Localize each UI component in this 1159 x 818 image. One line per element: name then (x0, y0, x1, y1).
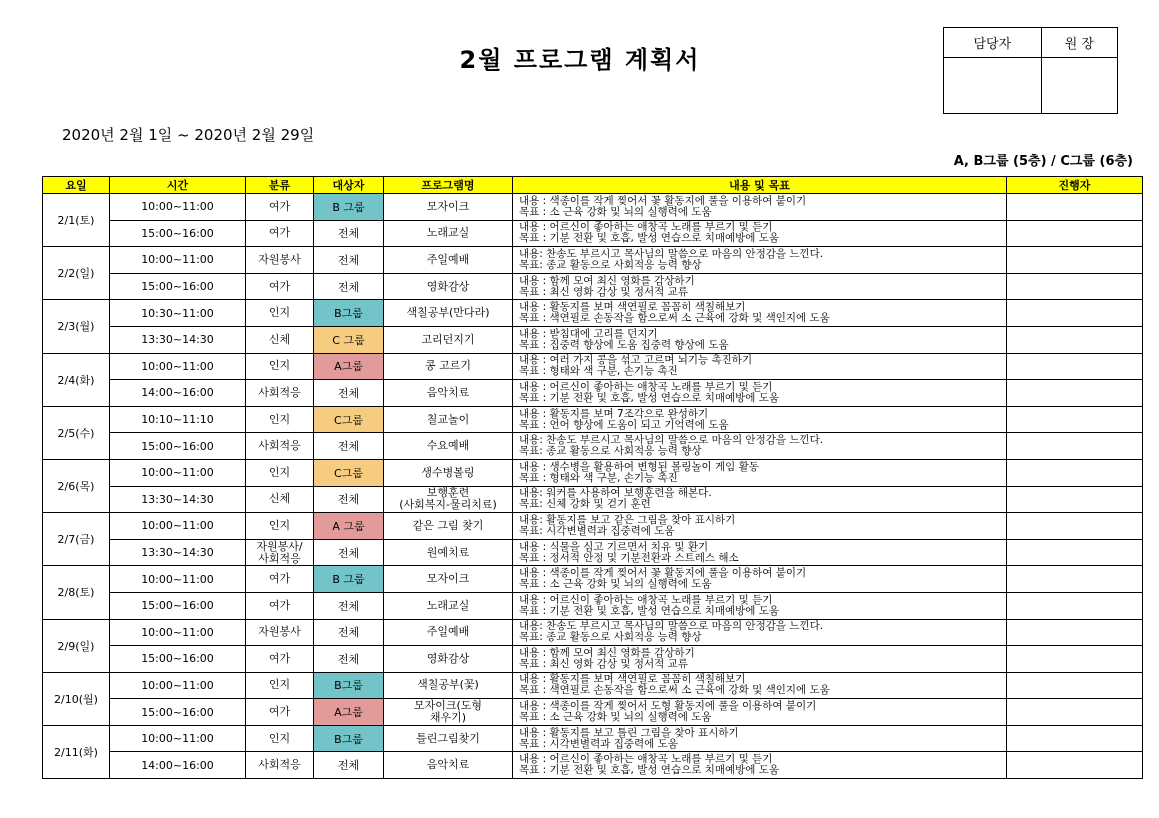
category-cell: 신체 (246, 326, 314, 353)
program-cell: 생수병볼링 (384, 459, 513, 486)
content-cell (513, 380, 1007, 407)
leader-cell (1007, 433, 1143, 460)
leader-cell (1007, 513, 1143, 540)
target-cell: 전체 (314, 380, 384, 407)
header-category: 분류 (246, 177, 314, 194)
content-line: 내용 : 식물을 심고 기르면서 치유 및 환기 (519, 540, 709, 553)
leader-cell (1007, 672, 1143, 699)
category-cell: 신체 (246, 486, 314, 513)
content-cell (513, 486, 1007, 513)
groups-note: A, B그룹 (5층) / C그룹 (6층) (953, 154, 1133, 169)
target-cell: 전체 (314, 486, 384, 513)
time-cell: 10:00~11:00 (110, 513, 246, 540)
day-cell: 2/9(일) (43, 619, 110, 672)
goal-line: 목표 : 시각변별력과 집중력에 도움 (519, 737, 678, 750)
leader-cell (1007, 353, 1143, 380)
time-cell: 15:00~16:00 (110, 699, 246, 726)
approval-director-sign (1041, 58, 1117, 114)
leader-cell (1007, 725, 1143, 752)
content-line: 내용 : 색종이를 작게 찢어서 꽃 활동지에 풀을 이용하여 붙이기 (519, 567, 807, 580)
day-cell: 2/4(화) (43, 353, 110, 406)
time-cell: 10:00~11:00 (110, 672, 246, 699)
leader-cell (1007, 699, 1143, 726)
table-row (43, 459, 1143, 486)
content-cell (513, 699, 1007, 726)
target-cell: C 그룹 (314, 326, 384, 353)
content-line: 내용: 워커를 사용하여 보행훈련을 해본다. (519, 487, 712, 500)
program-cell: 노래교실 (384, 592, 513, 619)
content-cell (513, 725, 1007, 752)
time-cell: 10:30~11:00 (110, 300, 246, 327)
table-row (43, 300, 1143, 327)
content-line: 내용 : 활동지를 보며 색연필로 꼼꼼히 색칠해보기 (519, 301, 746, 314)
goal-line: 목표: 신체 강화 및 걷기 훈련 (519, 498, 651, 511)
header-content: 내용 및 목표 (513, 177, 1007, 194)
leader-cell (1007, 300, 1143, 327)
content-cell (513, 752, 1007, 779)
day-cell: 2/7(금) (43, 513, 110, 566)
day-cell: 2/11(화) (43, 725, 110, 778)
program-cell: 영화감상 (384, 646, 513, 673)
category-cell: 사회적응 (246, 380, 314, 407)
table-row (43, 220, 1143, 247)
leader-cell (1007, 220, 1143, 247)
category-cell: 자원봉사 (246, 619, 314, 646)
program-schedule-table (42, 176, 1143, 779)
leader-cell (1007, 247, 1143, 274)
content-line: 내용 : 활동지를 보며 7조각으로 완성하기 (519, 407, 709, 420)
content-line: 내용 : 생수병을 활용하여 변형된 볼링놀이 게임 활동 (519, 460, 759, 473)
approval-director-label: 원 장 (1041, 28, 1117, 58)
table-row (43, 646, 1143, 673)
approval-manager-label: 담당자 (944, 28, 1042, 58)
table-row (43, 273, 1143, 300)
leader-cell (1007, 646, 1143, 673)
target-cell: 전체 (314, 752, 384, 779)
content-line: 내용: 찬송도 부르시고 목사님의 말씀으로 마음의 안정감을 느낀다. (519, 247, 824, 260)
target-cell: A그룹 (314, 353, 384, 380)
target-cell: 전체 (314, 539, 384, 566)
table-row (43, 486, 1143, 513)
target-cell: 전체 (314, 247, 384, 274)
category-cell: 인지 (246, 353, 314, 380)
content-cell (513, 194, 1007, 221)
leader-cell (1007, 326, 1143, 353)
approval-box (943, 27, 1118, 114)
goal-line: 목표 : 언어 향상에 도움이 되고 기억력에 도움 (519, 418, 729, 431)
time-cell: 10:00~11:00 (110, 353, 246, 380)
goal-line: 목표 : 형태와 색 구분, 손기능 촉진 (519, 471, 678, 484)
header-program: 프로그램명 (384, 177, 513, 194)
header-day: 요일 (43, 177, 110, 194)
program-cell: 같은 그림 찾기 (384, 513, 513, 540)
table-row (43, 406, 1143, 433)
goal-line: 목표 : 기분 전환 및 호흡, 발성 연습으로 치매예방에 도움 (519, 604, 780, 617)
time-cell: 15:00~16:00 (110, 592, 246, 619)
goal-line: 목표: 종교 활동으로 사회적응 능력 향상 (519, 445, 702, 458)
program-cell: 노래교실 (384, 220, 513, 247)
day-cell: 2/3(월) (43, 300, 110, 353)
program-cell: 원예치료 (384, 539, 513, 566)
time-cell: 15:00~16:00 (110, 273, 246, 300)
category-cell: 여가 (246, 194, 314, 221)
table-row (43, 699, 1143, 726)
content-line: 내용 : 어르신이 좋아하는 애창곡 노래를 부르기 및 듣기 (519, 221, 773, 234)
category-cell: 여가 (246, 566, 314, 593)
content-cell (513, 273, 1007, 300)
target-cell: 전체 (314, 220, 384, 247)
leader-cell (1007, 459, 1143, 486)
program-cell: 모자이크(도형 채우기) (384, 699, 513, 726)
time-cell: 15:00~16:00 (110, 646, 246, 673)
leader-cell (1007, 619, 1143, 646)
content-line: 내용 : 함께 모여 최신 영화를 감상하기 (519, 646, 695, 659)
time-cell: 10:00~11:00 (110, 619, 246, 646)
program-cell: 틀린그림찾기 (384, 725, 513, 752)
program-cell: 모자이크 (384, 194, 513, 221)
time-cell: 15:00~16:00 (110, 433, 246, 460)
goal-line: 목표 : 기분 전환 및 호흡, 발성 연습으로 치매예방에 도움 (519, 764, 780, 777)
goal-line: 목표: 시각변별력과 집중력에 도움 (519, 524, 675, 537)
table-row (43, 619, 1143, 646)
table-row (43, 433, 1143, 460)
leader-cell (1007, 752, 1143, 779)
leader-cell (1007, 406, 1143, 433)
time-cell: 10:00~11:00 (110, 566, 246, 593)
target-cell: 전체 (314, 619, 384, 646)
program-cell: 콩 고르기 (384, 353, 513, 380)
content-line: 내용 : 활동지를 보며 색연필로 꼼꼼히 색칠해보기 (519, 673, 746, 686)
goal-line: 목표: 종교 활동으로 사회적응 능력 향상 (519, 258, 702, 271)
goal-line: 목표 : 색연필로 손동작을 함으로써 소 근육에 강화 및 색인지에 도움 (519, 312, 830, 325)
table-row (43, 539, 1143, 566)
goal-line: 목표 : 최신 영화 감상 및 정서적 교류 (519, 657, 688, 670)
goal-line: 목표 : 집중력 향상에 도움 집중력 향상에 도움 (519, 338, 729, 351)
goal-line: 목표 : 기분 전환 및 호흡, 발성 연습으로 치매예방에 도움 (519, 391, 780, 404)
day-cell: 2/2(일) (43, 247, 110, 300)
target-cell: B그룹 (314, 725, 384, 752)
target-cell: 전체 (314, 592, 384, 619)
category-cell: 사회적응 (246, 752, 314, 779)
content-cell (513, 513, 1007, 540)
category-cell: 여가 (246, 592, 314, 619)
program-cell: 칠교놀이 (384, 406, 513, 433)
table-row (43, 752, 1143, 779)
document-title: 2월 프로그램 계획서 (459, 46, 701, 74)
target-cell: C그룹 (314, 459, 384, 486)
target-cell: A그룹 (314, 699, 384, 726)
time-cell: 10:00~11:00 (110, 247, 246, 274)
table-row (43, 194, 1143, 221)
program-cell: 주일예배 (384, 247, 513, 274)
content-cell (513, 592, 1007, 619)
table-row (43, 380, 1143, 407)
table-row (43, 566, 1143, 593)
content-line: 내용 : 어르신이 좋아하는 애창곡 노래를 부르기 및 듣기 (519, 593, 773, 606)
category-cell: 인지 (246, 300, 314, 327)
target-cell: 전체 (314, 433, 384, 460)
content-line: 내용 : 활동지를 보고 틀린 그림을 찾아 표시하기 (519, 726, 739, 739)
category-cell: 인지 (246, 725, 314, 752)
category-cell: 사회적응 (246, 433, 314, 460)
time-cell: 10:00~11:00 (110, 459, 246, 486)
time-cell: 13:30~14:30 (110, 539, 246, 566)
leader-cell (1007, 539, 1143, 566)
goal-line: 목표 : 소 근육 강화 및 뇌의 실행력에 도움 (519, 205, 712, 218)
category-cell: 인지 (246, 513, 314, 540)
target-cell: B 그룹 (314, 194, 384, 221)
leader-cell (1007, 380, 1143, 407)
time-cell: 15:00~16:00 (110, 220, 246, 247)
content-line: 내용 : 어르신이 좋아하는 애창곡 노래를 부르기 및 듣기 (519, 753, 773, 766)
header-leader: 진행자 (1007, 177, 1143, 194)
content-line: 내용: 찬송도 부르시고 목사님의 말씀으로 마음의 안정감을 느낀다. (519, 620, 824, 633)
table-row (43, 326, 1143, 353)
header-target: 대상자 (314, 177, 384, 194)
goal-line: 목표 : 소 근육 강화 및 뇌의 실행력에 도움 (519, 578, 712, 591)
time-cell: 10:00~11:00 (110, 194, 246, 221)
category-cell: 여가 (246, 220, 314, 247)
day-cell: 2/10(월) (43, 672, 110, 725)
table-row (43, 725, 1143, 752)
target-cell: C그룹 (314, 406, 384, 433)
program-cell: 보행훈련 (사회복지-물리치료) (384, 486, 513, 513)
content-cell (513, 619, 1007, 646)
program-cell: 음악치료 (384, 380, 513, 407)
period-range: 2020년 2월 1일 ~ 2020년 2월 29일 (62, 126, 315, 144)
program-cell: 고리던지기 (384, 326, 513, 353)
category-cell: 인지 (246, 459, 314, 486)
goal-line: 목표 : 정서적 안정 및 기분전환과 스트레스 해소 (519, 551, 739, 564)
target-cell: B그룹 (314, 300, 384, 327)
header-time: 시간 (110, 177, 246, 194)
target-cell: 전체 (314, 273, 384, 300)
category-cell: 여가 (246, 273, 314, 300)
table-row (43, 353, 1143, 380)
content-line: 내용 : 어르신이 좋아하는 애창곡 노래를 부르기 및 듣기 (519, 380, 773, 393)
content-cell (513, 646, 1007, 673)
content-line: 내용 : 색종이를 작게 찢어서 꽃 활동지에 풀을 이용하여 붙이기 (519, 194, 807, 207)
content-cell (513, 459, 1007, 486)
time-cell: 14:00~16:00 (110, 752, 246, 779)
content-cell (513, 247, 1007, 274)
category-cell: 인지 (246, 672, 314, 699)
category-cell: 자원봉사 (246, 247, 314, 274)
content-cell (513, 326, 1007, 353)
goal-line: 목표 : 소 근육 강화 및 뇌의 실행력에 도움 (519, 711, 712, 724)
table-row (43, 672, 1143, 699)
goal-line: 목표 : 최신 영화 감상 및 정서적 교류 (519, 285, 688, 298)
day-cell: 2/8(토) (43, 566, 110, 619)
content-cell (513, 406, 1007, 433)
table-row (43, 513, 1143, 540)
target-cell: 전체 (314, 646, 384, 673)
content-line: 내용 : 여러 가지 콩을 섞고 고르며 뇌기능 촉진하기 (519, 354, 753, 367)
day-cell: 2/5(수) (43, 406, 110, 459)
leader-cell (1007, 566, 1143, 593)
category-cell: 자원봉사/ 사회적응 (246, 539, 314, 566)
leader-cell (1007, 273, 1143, 300)
target-cell: B 그룹 (314, 566, 384, 593)
content-cell (513, 220, 1007, 247)
program-cell: 영화감상 (384, 273, 513, 300)
time-cell: 13:30~14:30 (110, 326, 246, 353)
goal-line: 목표: 종교 활동으로 사회적응 능력 향상 (519, 631, 702, 644)
time-cell: 10:00~11:00 (110, 725, 246, 752)
program-cell: 수요예배 (384, 433, 513, 460)
content-line: 내용: 활동지를 보고 같은 그림을 찾아 표시하기 (519, 513, 736, 526)
content-cell (513, 433, 1007, 460)
program-cell: 모자이크 (384, 566, 513, 593)
content-cell (513, 566, 1007, 593)
table-row (43, 592, 1143, 619)
program-cell: 음악치료 (384, 752, 513, 779)
table-header-row (43, 177, 1143, 194)
content-line: 내용 : 색종이를 작게 찢어서 도형 활동지에 풀을 이용하여 붙이기 (519, 700, 817, 713)
program-cell: 색칠공부(꽃) (384, 672, 513, 699)
time-cell: 10:10~11:10 (110, 406, 246, 433)
content-line: 내용: 찬송도 부르시고 목사님의 말씀으로 마음의 안정감을 느낀다. (519, 434, 824, 447)
leader-cell (1007, 194, 1143, 221)
day-cell: 2/1(토) (43, 194, 110, 247)
content-cell (513, 353, 1007, 380)
target-cell: B그룹 (314, 672, 384, 699)
leader-cell (1007, 486, 1143, 513)
leader-cell (1007, 592, 1143, 619)
content-cell (513, 300, 1007, 327)
program-cell: 주일예배 (384, 619, 513, 646)
approval-manager-sign (944, 58, 1042, 114)
goal-line: 목표 : 형태와 색 구분, 손기능 촉진 (519, 365, 678, 378)
category-cell: 여가 (246, 699, 314, 726)
program-cell: 색칠공부(만다라) (384, 300, 513, 327)
goal-line: 목표 : 기분 전환 및 호흡, 발성 연습으로 치매예방에 도움 (519, 232, 780, 245)
category-cell: 인지 (246, 406, 314, 433)
time-cell: 14:00~16:00 (110, 380, 246, 407)
time-cell: 13:30~14:30 (110, 486, 246, 513)
goal-line: 목표 : 색연필로 손동작을 함으로써 소 근육에 강화 및 색인지에 도움 (519, 684, 830, 697)
content-cell (513, 539, 1007, 566)
content-cell (513, 672, 1007, 699)
table-row (43, 247, 1143, 274)
category-cell: 여가 (246, 646, 314, 673)
content-line: 내용 : 함께 모여 최신 영화를 감상하기 (519, 274, 695, 287)
day-cell: 2/6(목) (43, 459, 110, 512)
content-line: 내용 : 받침대에 고리를 던지기 (519, 327, 658, 340)
target-cell: A 그룹 (314, 513, 384, 540)
